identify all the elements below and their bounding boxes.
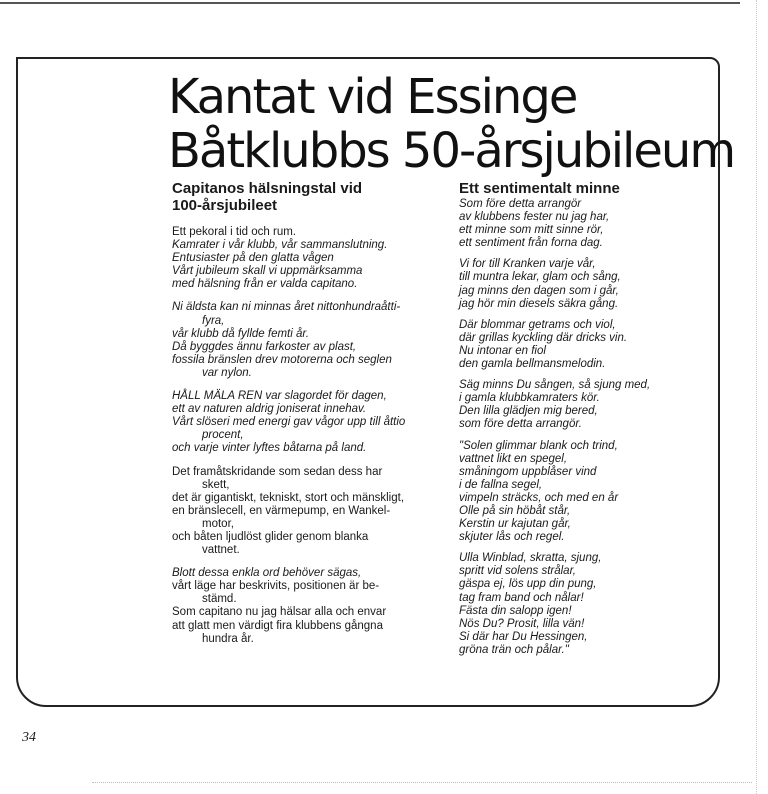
poem-line: vattnet likt en spegel, [459,452,568,465]
poem-line: Vårt slöseri med energi gav vågor upp till åttio [172,416,406,429]
poem-line: Kamrater i vår klubb, vår sammanslutning. [172,239,388,252]
poem-line: Säg minns Du sången, så sjung med, [459,379,651,392]
page-number: 34 [22,730,36,745]
poem-line: spritt vid solens strålar, [459,565,576,578]
poem-line: Nös Du? Prosit, lilla vän! [459,617,585,630]
poem-line: Där blommar getrams och viol, [459,318,616,331]
poem-line: motor, [202,517,234,530]
poem-line: av klubbens fester nu jag har, [459,211,610,224]
poem-line: där grillas kyckling där dricks vin. [459,331,628,344]
page-edge [756,0,757,794]
page-title [168,70,734,178]
poem-line: ett av naturen aldrig joniserat innehav. [172,403,367,416]
poem-line: som före detta arrangör. [459,418,582,431]
poem-line: skett, [202,478,230,491]
stanza [459,319,699,371]
poem-line: tag fram band och nålar! [459,591,584,604]
left-column [172,180,422,656]
stanza [172,390,422,455]
right-poem [459,198,699,657]
poem-line: HÅLL MÄLA REN var slagordet för dagen, [172,390,387,403]
poem-line: Fästa din salopp igen! [459,604,572,617]
right-column [459,180,699,665]
poem-line: det är gigantiskt, tekniskt, stort och mänskligt, [172,491,405,504]
poem-line: att glatt men värdigt fira klubbens gångna [172,619,383,632]
stanza [172,567,422,646]
poem-line: Kerstin ur kajutan går, [459,518,571,531]
left-poem [172,226,422,646]
left-heading [172,180,422,214]
poem-line: skjuter lås och regel. [459,531,565,544]
title-line-2: Båtklubbs 50-årsjubileum [168,123,735,179]
poem-line: fossila bränslen drev motorerna och seglen [172,353,392,366]
right-heading: Ett sentimentalt minne [459,180,620,197]
poem-line: vattnet. [202,544,240,557]
poem-line: Ett pekoral i tid och rum. [172,226,296,238]
poem-line: jag minns den dagen som i går, [459,284,619,297]
poem-line: Vårt jubileum skall vi uppmärksamma [172,265,363,278]
poem-line: Som före detta arrangör [459,198,582,210]
poem-line: fyra, [202,314,225,327]
poem-line: vimpeln sträcks, och med en år [459,491,619,504]
top-rule [0,2,740,4]
stanza [459,258,699,310]
poem-line: en bränslecell, en värmepump, en Wankel- [172,504,391,517]
stanza [172,301,422,380]
stanza [172,466,422,558]
poem-line: "Solen glimmar blank och trind, [459,439,618,452]
poem-line: vårt läge har beskrivits, positionen är be- [172,580,380,593]
poem-line: ett minne som mitt sinne rör, [459,224,604,237]
poem-line: i de fallna segel, [459,478,543,491]
poem-line: Ni äldsta kan ni minnas året nittonhundraåtti- [172,301,401,314]
bottom-rule [92,782,752,783]
stanza [459,552,699,657]
left-heading-line-1: Capitanos hälsningstal vid [172,180,363,197]
poem-line: vår klubb då fyllde femti år. [172,327,309,340]
poem-line: gröna trän och pålar." [459,643,569,656]
poem-line: Ulla Winblad, skratta, sjung, [459,552,602,565]
stanza [459,440,699,545]
stanza [459,198,699,250]
poem-line: Det framåtskridande som sedan dess har [172,465,383,478]
poem-line: Blott dessa enkla ord behöver sägas, [172,567,362,580]
poem-line: Olle på sin höbåt står, [459,504,571,517]
poem-line: med hälsning från er valda capitano. [172,278,358,291]
poem-line: och båten ljudlöst glider genom blanka [172,530,369,543]
poem-line: stämd. [202,593,237,606]
poem-line: till muntra lekar, glam och sång, [459,271,621,284]
poem-line: Nu intonar en fiol [459,344,546,357]
poem-line: i gamla klubbkamraters kör. [459,392,600,405]
title-line-1: Kantat vid Essinge [168,69,577,125]
poem-line: den gamla bellmansmelodin. [459,358,606,371]
poem-line: gäspa ej, lös upp din pung, [459,578,597,591]
poem-line: jag hör min diesels säkra gång. [459,297,619,310]
poem-line: Vi for till Kranken varje vår, [459,258,596,271]
poem-line: Entusiaster på den glatta vågen [172,252,334,265]
poem-line: Den lilla glädjen mig bered, [459,405,598,418]
poem-line: Si där har Du Hessingen, [459,630,588,643]
poem-line: procent, [202,429,244,442]
poem-line: hundra år. [202,632,254,645]
stanza [172,226,422,291]
poem-line: var nylon. [202,366,252,379]
poem-line: ett sentiment från forna dag. [459,237,603,250]
left-heading-line-2: 100-årsjubileet [172,197,278,214]
poem-line: Som capitano nu jag hälsar alla och envar [172,606,387,619]
poem-line: Då byggdes ännu farkoster av plast, [172,340,357,353]
poem-line: småningom uppblåser vind [459,465,597,478]
stanza [459,379,699,431]
poem-line: och varje vinter lyftes båtarna på land. [172,442,367,455]
